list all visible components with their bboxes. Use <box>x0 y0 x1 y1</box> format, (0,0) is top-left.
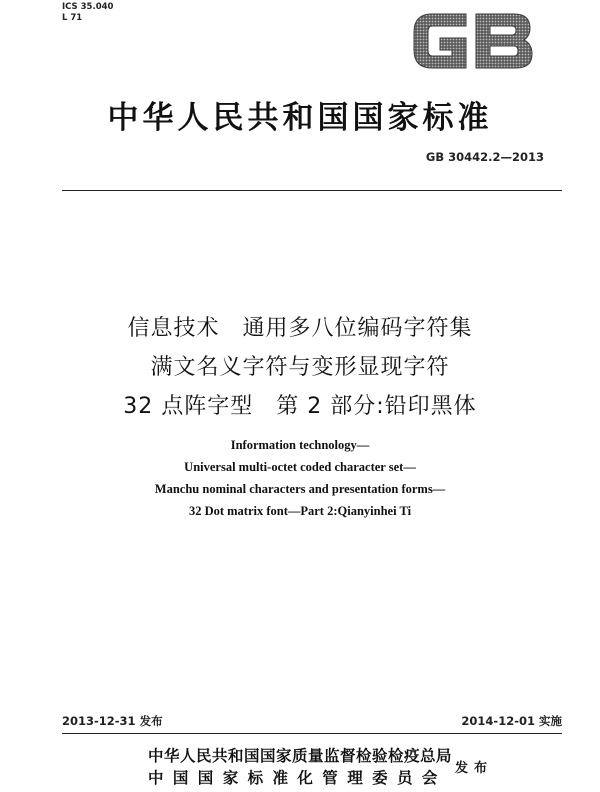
title-zh-line-1: 信息技术 通用多八位编码字符集 <box>127 316 473 341</box>
title-en-line-3: Manchu nominal characters and presentation forms— <box>154 482 446 496</box>
header-divider <box>62 190 562 191</box>
classification-codes <box>62 2 113 24</box>
issuer-line-2: 中国国家标准化管理委员会 <box>148 769 447 787</box>
title-en-line-1: Information technology— <box>230 438 370 452</box>
ccs-code: L 71 <box>62 13 83 23</box>
standard-number: GB 30442.2—2013 <box>425 150 544 164</box>
title-zh-line-3: 32 点阵字型 第 2 部分:铅印黑体 <box>123 394 477 419</box>
title-en-line-2: Universal multi-octet coded character set— <box>184 460 416 474</box>
issue-date: 2013-12-31 发布 <box>62 714 163 728</box>
publish-label: 发布 <box>455 761 494 776</box>
gb-logo <box>410 8 536 74</box>
footer-divider <box>62 733 562 734</box>
title-en-line-4: 32 Dot matrix font—Part 2:Qianyinhei Ti <box>188 504 412 518</box>
standard-type-title: 中华人民共和国国家标准 <box>107 100 493 136</box>
issuer-line-1: 中华人民共和国国家质量监督检验检疫总局 <box>148 747 453 765</box>
title-zh-line-2: 满文名义字符与变形显现字符 <box>150 355 450 380</box>
ics-code: ICS 35.040 <box>62 2 114 12</box>
implementation-date: 2014-12-01 实施 <box>461 714 562 728</box>
logo-text: GB <box>473 48 475 49</box>
